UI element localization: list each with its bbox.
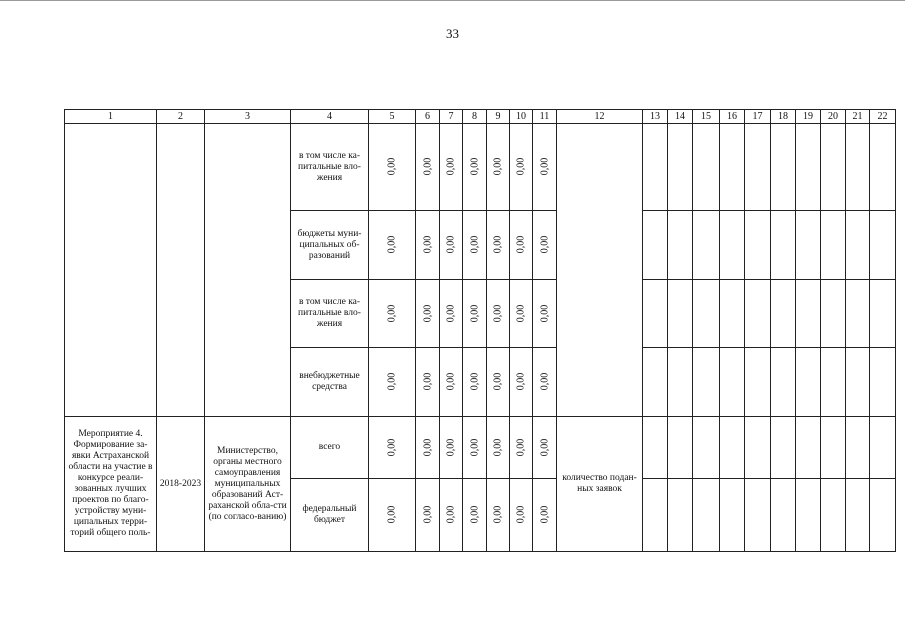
value-cell: 0,00 bbox=[533, 417, 557, 479]
value-cell: 0,00 bbox=[369, 211, 416, 280]
value-cell: 0,00 bbox=[487, 124, 510, 211]
value-cell: 0,00 bbox=[369, 417, 416, 479]
empty-cell bbox=[796, 280, 821, 348]
empty-cell bbox=[693, 417, 720, 479]
empty-cell bbox=[870, 211, 896, 280]
budget-table bbox=[64, 109, 896, 552]
col-header: 9 bbox=[487, 110, 510, 124]
value-cell: 0,00 bbox=[487, 280, 510, 348]
value-cell: 0,00 bbox=[440, 280, 463, 348]
value-cell: 0,00 bbox=[510, 124, 533, 211]
empty-cell bbox=[693, 124, 720, 211]
funding-source: в том числе ка-питальные вло-жения bbox=[291, 280, 369, 348]
col-header: 12 bbox=[557, 110, 643, 124]
value-cell: 0,00 bbox=[416, 211, 440, 280]
col-header: 16 bbox=[720, 110, 745, 124]
empty-cell bbox=[846, 124, 870, 211]
value-cell: 0,00 bbox=[369, 280, 416, 348]
empty-cell bbox=[821, 280, 846, 348]
value-cell: 0,00 bbox=[463, 348, 487, 417]
value-cell: 0,00 bbox=[510, 211, 533, 280]
empty-cell bbox=[821, 417, 846, 479]
empty-cell bbox=[821, 479, 846, 552]
value-cell: 0,00 bbox=[416, 280, 440, 348]
value-cell: 0,00 bbox=[487, 211, 510, 280]
measure-executor: Министерство, органы местного самоуправления муниципальных образований Аст-раханской обла-сти (по согласо-ванию) bbox=[205, 417, 291, 552]
col-header: 8 bbox=[463, 110, 487, 124]
value-cell: 0,00 bbox=[440, 348, 463, 417]
empty-cell bbox=[720, 479, 745, 552]
empty-cell bbox=[643, 124, 668, 211]
empty-cell bbox=[668, 124, 693, 211]
empty-cell bbox=[643, 479, 668, 552]
empty-cell bbox=[870, 479, 896, 552]
empty-cell bbox=[668, 417, 693, 479]
empty-cell bbox=[668, 211, 693, 280]
empty-cell bbox=[693, 211, 720, 280]
empty-cell bbox=[643, 280, 668, 348]
empty-cell bbox=[771, 417, 796, 479]
empty-cell bbox=[821, 348, 846, 417]
empty-cell bbox=[846, 417, 870, 479]
col-header: 20 bbox=[821, 110, 846, 124]
empty-cell bbox=[557, 124, 643, 417]
value-cell: 0,00 bbox=[533, 124, 557, 211]
value-cell: 0,00 bbox=[533, 348, 557, 417]
value-cell: 0,00 bbox=[463, 211, 487, 280]
empty-cell bbox=[870, 417, 896, 479]
empty-cell bbox=[643, 417, 668, 479]
col-header: 15 bbox=[693, 110, 720, 124]
value-cell: 0,00 bbox=[416, 124, 440, 211]
funding-source: всего bbox=[291, 417, 369, 479]
col-header: 3 bbox=[205, 110, 291, 124]
col-header: 11 bbox=[533, 110, 557, 124]
value-cell: 0,00 bbox=[533, 280, 557, 348]
col-header: 10 bbox=[510, 110, 533, 124]
empty-cell bbox=[846, 479, 870, 552]
empty-cell bbox=[796, 479, 821, 552]
empty-cell bbox=[668, 479, 693, 552]
value-cell: 0,00 bbox=[510, 479, 533, 552]
value-cell: 0,00 bbox=[510, 348, 533, 417]
value-cell: 0,00 bbox=[416, 479, 440, 552]
col-header: 17 bbox=[745, 110, 771, 124]
col-header: 13 bbox=[643, 110, 668, 124]
empty-cell bbox=[846, 348, 870, 417]
col-header: 5 bbox=[369, 110, 416, 124]
col-header: 14 bbox=[668, 110, 693, 124]
col-header: 22 bbox=[870, 110, 896, 124]
value-cell: 0,00 bbox=[463, 124, 487, 211]
value-cell: 0,00 bbox=[416, 348, 440, 417]
empty-cell bbox=[693, 479, 720, 552]
value-cell: 0,00 bbox=[440, 479, 463, 552]
empty-cell bbox=[205, 124, 291, 417]
empty-cell bbox=[720, 124, 745, 211]
empty-cell bbox=[720, 211, 745, 280]
value-cell: 0,00 bbox=[463, 479, 487, 552]
empty-cell bbox=[821, 124, 846, 211]
empty-cell bbox=[870, 280, 896, 348]
funding-source: в том числе ка-питальные вло-жения bbox=[291, 124, 369, 211]
empty-cell bbox=[668, 348, 693, 417]
value-cell: 0,00 bbox=[440, 417, 463, 479]
col-header: 6 bbox=[416, 110, 440, 124]
measure-indicator bbox=[557, 417, 643, 552]
empty-cell bbox=[157, 124, 205, 417]
empty-cell bbox=[771, 479, 796, 552]
col-header: 19 bbox=[796, 110, 821, 124]
value-cell: 0,00 bbox=[369, 348, 416, 417]
measure-period: 2018-2023 bbox=[157, 417, 205, 552]
empty-cell bbox=[745, 211, 771, 280]
empty-cell bbox=[745, 124, 771, 211]
funding-source: федеральный бюджет bbox=[291, 479, 369, 552]
empty-cell bbox=[720, 348, 745, 417]
empty-cell bbox=[796, 348, 821, 417]
empty-cell bbox=[771, 280, 796, 348]
col-header: 18 bbox=[771, 110, 796, 124]
funding-source: бюджеты муни-ципальных об-разований bbox=[291, 211, 369, 280]
col-header: 7 bbox=[440, 110, 463, 124]
value-cell: 0,00 bbox=[510, 280, 533, 348]
empty-cell bbox=[668, 280, 693, 348]
empty-cell bbox=[720, 417, 745, 479]
empty-cell bbox=[720, 280, 745, 348]
value-cell: 0,00 bbox=[487, 348, 510, 417]
value-cell: 0,00 bbox=[487, 417, 510, 479]
funding-source: внебюджетные средства bbox=[291, 348, 369, 417]
value-cell: 0,00 bbox=[533, 479, 557, 552]
empty-cell bbox=[796, 124, 821, 211]
empty-cell bbox=[745, 280, 771, 348]
value-cell: 0,00 bbox=[463, 280, 487, 348]
table-row bbox=[65, 417, 896, 479]
col-header: 21 bbox=[846, 110, 870, 124]
col-header: 2 bbox=[157, 110, 205, 124]
page-number: 33 bbox=[446, 26, 459, 41]
empty-cell bbox=[870, 348, 896, 417]
col-header: 4 bbox=[291, 110, 369, 124]
value-cell: 0,00 bbox=[440, 124, 463, 211]
empty-cell bbox=[65, 124, 157, 417]
empty-cell bbox=[846, 211, 870, 280]
value-cell: 0,00 bbox=[533, 211, 557, 280]
value-cell: 0,00 bbox=[510, 417, 533, 479]
empty-cell bbox=[846, 280, 870, 348]
empty-cell bbox=[771, 211, 796, 280]
scan-edge bbox=[0, 0, 905, 4]
value-cell: 0,00 bbox=[487, 479, 510, 552]
table-row bbox=[65, 124, 896, 211]
indicator-text: количество подан-ных заявок bbox=[562, 473, 637, 494]
value-cell: 0,00 bbox=[416, 417, 440, 479]
header-row bbox=[65, 110, 896, 124]
value-cell: 0,00 bbox=[369, 124, 416, 211]
empty-cell bbox=[745, 417, 771, 479]
value-cell: 0,00 bbox=[369, 479, 416, 552]
empty-cell bbox=[771, 348, 796, 417]
measure-name: Мероприятие 4. Формирование за-явки Астраханской области на участие в конкурсе реали-зованных лучших проектов по благо-устройству муни-ципальных терри-торий общего поль- bbox=[65, 417, 157, 552]
empty-cell bbox=[796, 211, 821, 280]
value-cell: 0,00 bbox=[463, 417, 487, 479]
empty-cell bbox=[643, 211, 668, 280]
empty-cell bbox=[745, 479, 771, 552]
empty-cell bbox=[771, 124, 796, 211]
empty-cell bbox=[870, 124, 896, 211]
empty-cell bbox=[745, 348, 771, 417]
empty-cell bbox=[693, 280, 720, 348]
value-cell: 0,00 bbox=[440, 211, 463, 280]
col-header: 1 bbox=[65, 110, 157, 124]
empty-cell bbox=[821, 211, 846, 280]
empty-cell bbox=[796, 417, 821, 479]
empty-cell bbox=[643, 348, 668, 417]
empty-cell bbox=[693, 348, 720, 417]
